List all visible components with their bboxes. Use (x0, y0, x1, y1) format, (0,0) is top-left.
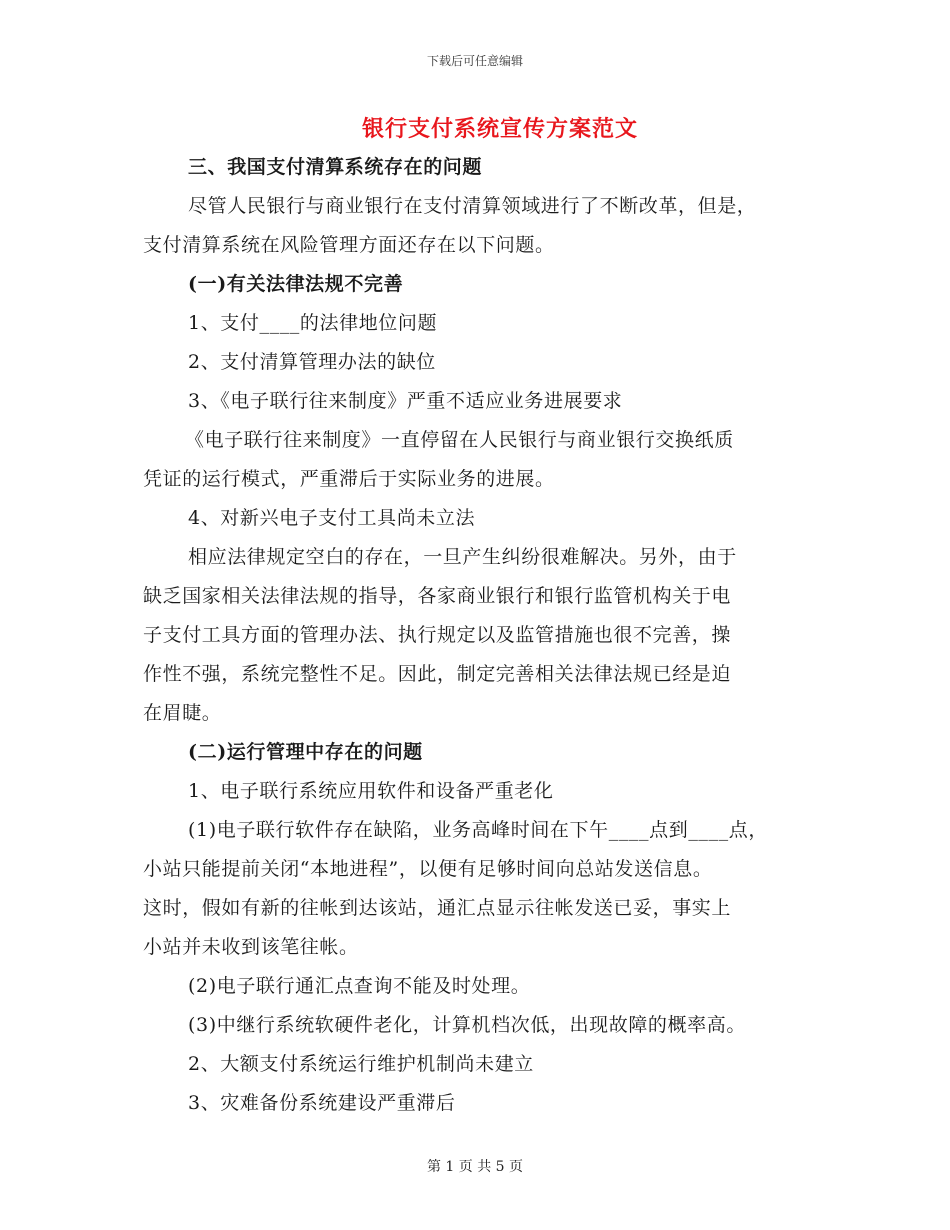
header-note: 下载后可任意编辑 (426, 54, 523, 68)
paragraph-line: 小站并未收到该笔往帐。 (143, 936, 359, 958)
document-title: 银行支付系统宣传方案范文 (361, 116, 638, 142)
paragraph-line: 这时，假如有新的往帐到达该站，通汇点显示往帐发送已妥，事实上 (143, 897, 732, 919)
list-item: 1、电子联行系统应用软件和设备严重老化 (188, 780, 554, 802)
subsection-heading: (一)有关法律法规不完善 (188, 273, 404, 295)
paragraph-line: 小站只能提前关闭“本地进程”，以便有足够时间向总站发送信息。 (143, 858, 713, 880)
paragraph-line: 缺乏国家相关法律法规的指导，各家商业银行和银行监管机构关于电 (143, 585, 732, 607)
paragraph-line: 在眉睫。 (143, 702, 222, 724)
list-item: (2)电子联行通汇点查询不能及时处理。 (188, 975, 531, 997)
list-item: 4、对新兴电子支付工具尚未立法 (188, 507, 476, 529)
page-footer: 第 1 页 共 5 页 (426, 1159, 524, 1175)
paragraph-line: 子支付工具方面的管理办法、执行规定以及监管措施也很不完善，操 (143, 624, 732, 646)
paragraph-line: 尽管人民银行与商业银行在支付清算领域进行了不断改革，但是， (188, 195, 757, 217)
paragraph-line: 《电子联行往来制度》一直停留在人民银行与商业银行交换纸质 (185, 429, 734, 451)
list-item: 2、大额支付系统运行维护机制尚未建立 (188, 1053, 534, 1075)
paragraph-line: 凭证的运行模式，严重滞后于实际业务的进展。 (143, 468, 555, 490)
list-item: 1、支付____的法律地位问题 (188, 312, 438, 334)
subsection-heading: (二)运行管理中存在的问题 (188, 741, 423, 763)
list-item: 3、灾难备份系统建设严重滞后 (188, 1092, 456, 1114)
paragraph-line: 相应法律规定空白的存在，一旦产生纠纷很难解决。另外，由于 (188, 546, 737, 568)
list-item: (3)中继行系统软硬件老化，计算机档次低，出现故障的概率高。 (188, 1014, 746, 1036)
list-item: 2、支付清算管理办法的缺位 (188, 351, 436, 373)
paragraph-line: 支付清算系统在风险管理方面还存在以下问题。 (143, 234, 555, 256)
section-heading: 三、我国支付清算系统存在的问题 (188, 156, 483, 178)
list-item: (1)电子联行软件存在缺陷，业务高峰时间在下午____点到____点， (188, 819, 768, 841)
list-item: 3、《电子联行往来制度》严重不适应业务进展要求 (188, 390, 623, 412)
paragraph-line: 作性不强，系统完整性不足。因此，制定完善相关法律法规已经是迫 (143, 663, 732, 685)
